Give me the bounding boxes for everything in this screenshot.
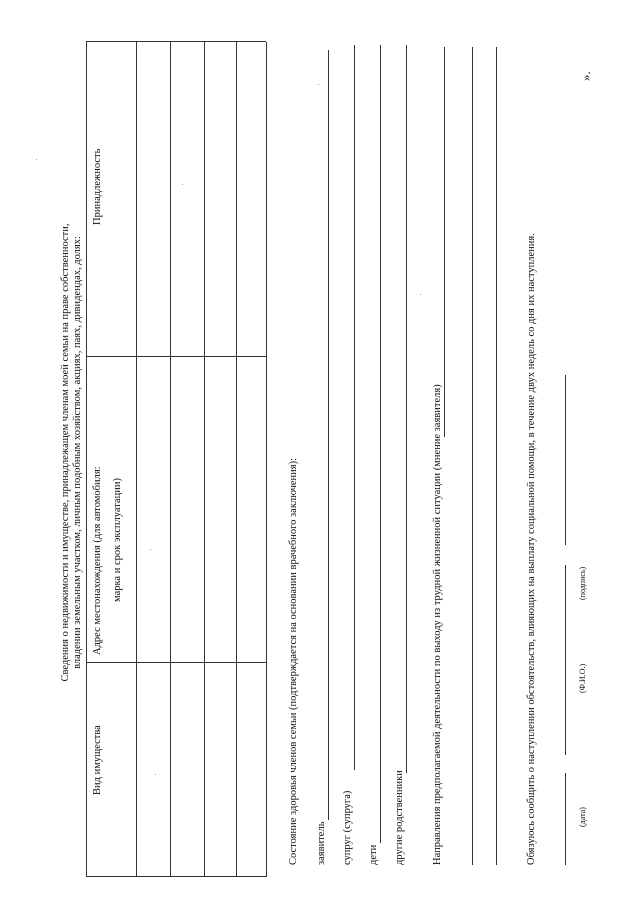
scan-dot (182, 184, 183, 185)
directions-input-line2[interactable] (472, 47, 473, 865)
date-caption: (дата) (578, 807, 587, 827)
health-label-children: дети (368, 844, 379, 865)
column-header-ownership: Принадлежность (92, 148, 103, 225)
health-heading: Состояние здоровья членов семьи (подтверждается на основании врачебного заключения): (288, 457, 299, 865)
scan-dot (150, 549, 151, 550)
obligation-text: Обязуюсь сообщить о наступлении обстоятельств, влияющих на выплату социальной помощи, в течение двух недель со дня их наступления. (526, 233, 537, 865)
table-row-divider (204, 42, 205, 877)
column-header-address-line2: марка и срок эксплуатации) (112, 478, 123, 602)
health-label-other-relatives: другие родственники (394, 770, 405, 865)
fio-input-line[interactable] (565, 565, 566, 755)
column-header-address: Адрес местонахождения (для автомобиля: (92, 466, 103, 655)
health-label-spouse: супруг (супруга) (342, 790, 353, 865)
directions-input-line3[interactable] (496, 47, 497, 865)
health-label-applicant: заявитель (316, 821, 327, 865)
table-row-divider (236, 42, 237, 877)
date-input-line[interactable] (565, 773, 566, 865)
fio-caption: (Ф.И.О.) (578, 663, 587, 693)
table-border-right (86, 41, 266, 42)
table-border-left (86, 876, 266, 877)
table-border-bottom (266, 42, 267, 877)
health-input-children[interactable] (380, 45, 381, 843)
scan-dot (155, 774, 156, 775)
health-input-other-relatives[interactable] (406, 45, 407, 773)
table-column-divider (86, 356, 266, 357)
directions-input-line1[interactable] (444, 47, 445, 437)
signature-input-line[interactable] (565, 375, 566, 545)
table-row-divider (170, 42, 171, 877)
health-input-spouse[interactable] (354, 45, 355, 770)
column-header-property-type: Вид имущества (92, 725, 103, 795)
table-column-divider (86, 662, 266, 663)
scan-speck (420, 294, 421, 295)
scan-speck (36, 159, 37, 160)
property-heading-line2: владении земельным участком, личным подобным хозяйством, акциях, паях, дивидендах, долях: (72, 236, 83, 669)
scan-speck (318, 84, 319, 85)
closing-quote: ». (578, 71, 593, 81)
property-heading-line1: Сведения о недвижимости и имуществе, принадлежащем членам моей семьи на праве собственности, (60, 223, 71, 682)
table-border-top (86, 42, 87, 877)
table-row-divider (136, 42, 137, 877)
health-input-applicant[interactable] (328, 50, 329, 820)
directions-heading: Направления предполагаемой деятельности по выходу из трудной жизненной ситуации (мнение заявителя) (432, 384, 443, 865)
signature-caption: (подпись) (578, 566, 587, 600)
